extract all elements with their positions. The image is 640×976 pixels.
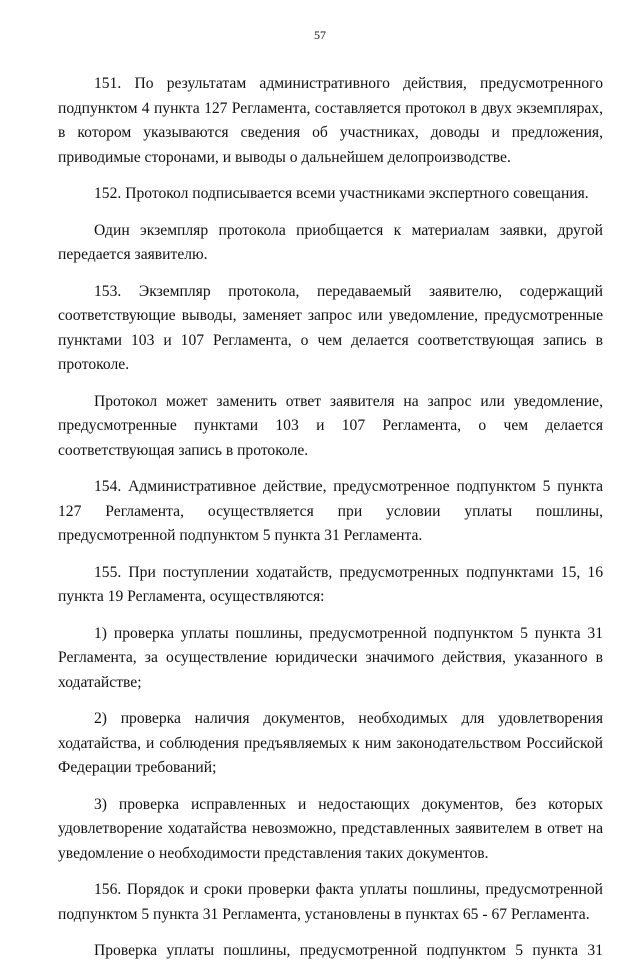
paragraph-fee-check: Проверка уплаты пошлины, предусмотренной подпунктом 5 пункта 31 xyxy=(94,942,603,959)
paragraph-protocol-replacement: Протокол может заменить ответ заявителя на запрос или уведомление, предусмотренные пунктами 103 и 107 Регламента, о чем делается соответствующая запись в протоколе. xyxy=(58,392,603,459)
paragraph-153: 153. Экземпляр протокола, передаваемый заявителю, содержащий соответствующие выводы, заменяет запрос или уведомление, предусмотренные пунктами 103 и 107 Регламента, о чем делается соответствующая запись в протоколе. xyxy=(58,282,603,373)
paragraph-155: 155. При поступлении ходатайств, предусмотренных подпунктами 15, 16 пункта 19 Регламента, осуществляются: xyxy=(58,563,603,605)
paragraph-151: 151. По результатам административного действия, предусмотренного подпунктом 4 пункта 127 Регламента, составляется протокол в двух экземплярах, в котором указываются сведения об участниках, доводы и предложения, приводимые сторонами, и выводы о дальнейшем делопроизводстве. xyxy=(58,75,603,166)
paragraph-155-item-1: 1) проверка уплаты пошлины, предусмотренной подпунктом 5 пункта 31 Регламента, за осуществление юридически значимого действия, указанного в ходатайстве; xyxy=(58,624,603,691)
document-body xyxy=(58,72,603,976)
paragraph-155-item-2: 2) проверка наличия документов, необходимых для удовлетворения ходатайства, и соблюдения предъявляемых к ним законодательством Российской Федерации требований; xyxy=(58,710,603,776)
paragraph-152: 152. Протокол подписывается всеми участниками экспертного совещания. xyxy=(94,185,589,202)
paragraph-protocol-copy: Один экземпляр протокола приобщается к материалам заявки, другой передается заявителю. xyxy=(58,221,603,263)
paragraph-156: 156. Порядок и сроки проверки факта уплаты пошлины, предусмотренной подпунктом 5 пункта 31 Регламента, установлены в пунктах 65 - 67 Регламента. xyxy=(58,881,603,923)
paragraph-155-item-3: 3) проверка исправленных и недостающих документов, без которых удовлетворение ходатайства невозможно, представленных заявителем в ответ на уведомление о необходимости представления таких документов. xyxy=(58,795,603,862)
page-number: 57 xyxy=(314,28,326,42)
paragraph-154: 154. Административное действие, предусмотренное подпунктом 5 пункта 127 Регламента, осуществляется при условии уплаты пошлины, предусмотренной подпунктом 5 пункта 31 Регламента. xyxy=(58,478,603,544)
